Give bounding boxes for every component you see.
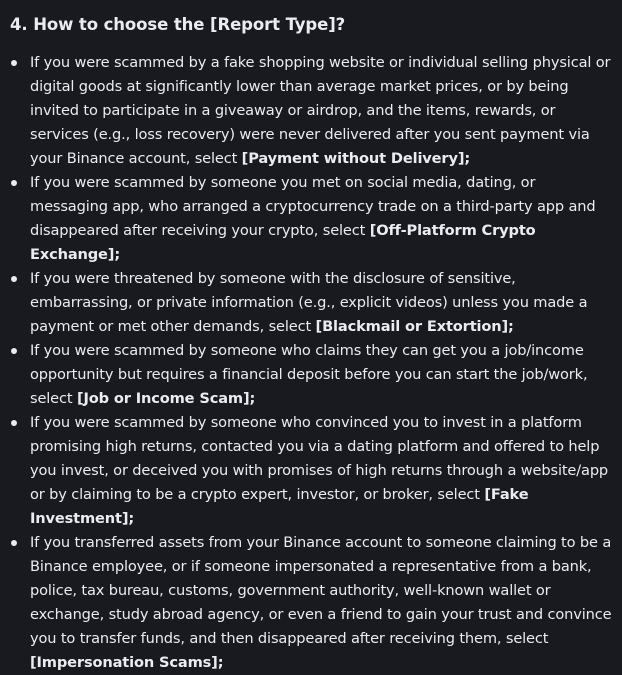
report-type-label: [Payment without Delivery] [241,150,465,167]
item-text: If you were scammed by a fake shopping website or individual selling physical or digital goods at significantly lower than average market prices, or by being invited to participate in a giveaway or airdrop, and the items, rewards, or services (e.g., loss recovery) were never delivered after you sent payment via your Binance account, select [30,54,611,167]
item-end: ; [249,390,256,407]
list-item [10,267,615,339]
item-end: ; [508,318,514,335]
report-type-label: [Fake Investment] [30,486,529,527]
list-item [10,171,615,267]
report-type-label: [Off-Platform Crypto Exchange] [30,222,536,263]
list-item [10,339,615,411]
bullet-icon [11,348,17,354]
bullet-icon [11,420,17,426]
list-item [10,411,615,531]
list-item [10,531,615,675]
report-type-label: [Blackmail or Extortion] [315,318,509,335]
list-item [10,51,615,171]
report-type-label: [Impersonation Scams] [30,654,218,671]
item-end: ; [114,246,121,263]
report-type-list [10,51,615,675]
bullet-icon [11,276,17,282]
bullet-icon [11,60,17,66]
report-type-label: [Job or Income Scam] [76,390,250,407]
item-end: ; [217,654,224,671]
item-text: If you transferred assets from your Binance account to someone claiming to be a Binance employee, or if someone impersonated a representative from a bank, police, tax bureau, customs, government authority, well-known wallet or exchange, study abroad agency, or even a friend to gain your trust and convince you to transfer funds, and then disappeared after receiving them, select [30,534,612,647]
bullet-icon [11,180,17,186]
section-heading: 4. How to choose the [Report Type]? [10,15,346,34]
item-text: If you were scammed by someone who convinced you to invest in a platform promising high returns, contacted you via a dating platform and offered to help you invest, or deceived you with promises of high returns through a website/app or by claiming to be a crypto expert, investor, or broker, select [30,414,609,503]
item-end: ; [128,510,135,527]
item-text: If you were threatened by someone with the disclosure of sensitive, embarrassing, or private information (e.g., explicit videos) unless you made a payment or met other demands, select [30,270,588,335]
bullet-icon [11,540,17,546]
item-text: If you were scammed by someone you met on social media, dating, or messaging app, who arranged a cryptocurrency trade on a third-party app and disappeared after receiving your crypto, select [30,174,596,239]
item-end: ; [464,150,471,167]
article-section [10,14,615,675]
item-text: If you were scammed by someone who claims they can get you a job/income opportunity but requires a financial deposit before you can start the job/work, select [30,342,588,407]
